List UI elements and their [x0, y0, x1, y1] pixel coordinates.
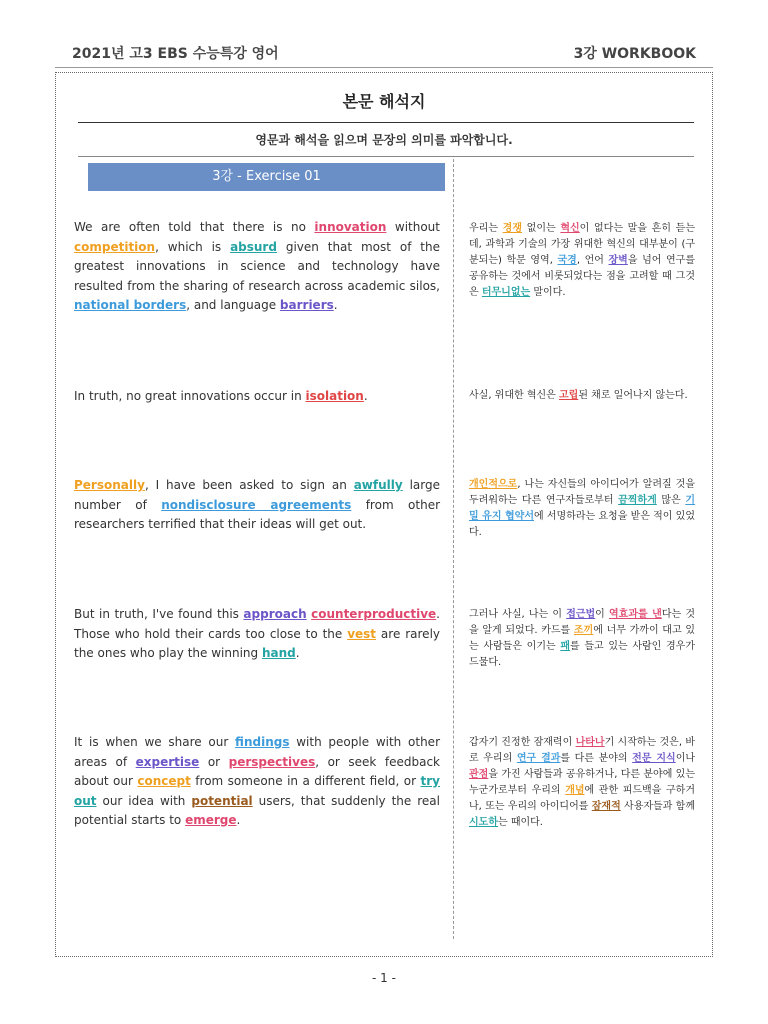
vocab-highlight: emerge — [185, 813, 237, 827]
vocab-highlight: 나타나 — [575, 737, 605, 748]
vocab-highlight: 전문 지식 — [632, 753, 676, 764]
vocab-highlight: 끔찍하게 — [618, 495, 657, 506]
passage-text: , and language — [186, 298, 280, 312]
passage-text: 그러나 사실, 나는 이 — [469, 609, 567, 620]
content-frame — [55, 72, 713, 957]
english-passage — [74, 476, 440, 535]
vocab-highlight: expertise — [135, 754, 200, 769]
vocab-highlight: 터무니없는 — [481, 287, 531, 298]
passage-text: 을 넘어 연구를 공유하는 것에서 비롯되었다는 점을 고려할 때 그것은 — [469, 255, 695, 298]
passage-text: , 언어 — [576, 255, 609, 266]
vocab-highlight: 고립 — [559, 390, 579, 401]
vocab-highlight: 연구 결과 — [516, 753, 561, 764]
passage-text: It is when we share our — [74, 735, 236, 749]
english-passage — [74, 387, 440, 407]
passage-text: our idea with — [96, 793, 192, 808]
vocab-highlight: 패 — [560, 641, 570, 652]
vocab-highlight: approach — [243, 607, 307, 621]
passage-text: 우리는 — [469, 223, 503, 234]
page-title: 본문 해석지 — [342, 92, 426, 111]
english-passage — [74, 218, 440, 316]
passage-text: 를 들고 있는 사람인 경우가 드물다. — [469, 641, 695, 668]
passage-text: from someone in a different field, or — [190, 774, 421, 788]
korean-translation — [469, 477, 695, 541]
korean-translation — [469, 388, 695, 404]
passage-text: 을 가진 사람들과 공유하거나, 다른 분야에 있는 누군가로부터 우리의 — [469, 769, 695, 796]
vocab-highlight: innovation — [314, 220, 387, 234]
passage-text: 사실, 위대한 혁신은 — [469, 390, 559, 401]
vocab-highlight: 관점 — [469, 769, 489, 780]
vocab-highlight: barriers — [279, 298, 334, 312]
vocab-highlight: 개인적으로 — [469, 479, 518, 490]
passage-text: 많은 — [656, 495, 686, 506]
vocab-highlight: try out — [74, 774, 440, 808]
passage-text: We are often told that there is no — [74, 220, 315, 234]
passage-text: 사용자들과 함께 — [620, 801, 696, 812]
passage-text: 된 채로 일어나지 않는다. — [578, 390, 688, 401]
vocab-highlight: 장벽 — [608, 255, 628, 266]
vocab-highlight: potential — [191, 793, 253, 808]
passage-text: 말이다. — [530, 287, 566, 298]
vocab-highlight: 역효과를 낸 — [609, 609, 662, 620]
passage-text: with people with other areas of — [74, 735, 441, 769]
passage-text: 이 — [595, 609, 610, 620]
header-left: 2021년 고3 EBS 수능특강 영어 — [72, 46, 279, 62]
vocab-highlight: absurd — [230, 239, 277, 254]
subtitle-rule — [78, 156, 694, 157]
passage-text: 에 관한 피드백을 구하거나, 또는 우리의 아이디어를 — [469, 785, 695, 812]
vocab-highlight: competition — [74, 239, 156, 254]
passage-text: 없이는 — [522, 223, 561, 234]
passage-text: , 나는 자신들의 아이디어가 알려질 것을 두려워하는 다른 연구자들로부터 — [469, 479, 695, 506]
vocab-highlight: vest — [347, 626, 377, 641]
header-rule — [55, 67, 713, 68]
passage-text: , which is — [155, 239, 231, 254]
vocab-highlight: national borders — [74, 298, 187, 312]
column-divider — [453, 159, 454, 939]
passage-text: 에 너무 가까이 대고 있는 사람들은 이기는 — [469, 625, 695, 652]
passage-text: without — [386, 220, 440, 234]
passage-text: large number of — [74, 478, 440, 512]
passage-text: 에 서명하라는 요청을 받은 적이 있었다. — [469, 511, 695, 538]
exercise-tag: 3강 - Exercise 01 — [88, 163, 445, 191]
passage-text: . — [295, 646, 300, 660]
passage-text: , or seek feedback about our — [74, 754, 441, 788]
passage-text: or — [199, 754, 229, 769]
passage-text: 는 때이다. — [497, 817, 543, 828]
passage-text: 다는 것을 알게 되었다. 카드를 — [469, 609, 695, 636]
vocab-highlight: findings — [235, 735, 290, 749]
passage-text: 기 시작하는 것은, 바로 우리의 — [469, 737, 695, 764]
vocab-highlight: counterproductive — [311, 607, 437, 621]
korean-translation — [469, 735, 695, 831]
vocab-highlight: perspectives — [228, 754, 316, 769]
english-passage — [74, 733, 440, 831]
vocab-highlight: 접근법 — [566, 609, 596, 620]
vocab-highlight: concept — [137, 774, 191, 788]
passage-text: are rarely the ones who play the winning — [74, 626, 441, 660]
korean-translation — [469, 221, 695, 301]
vocab-highlight: 잠재적 — [591, 801, 621, 812]
vocab-highlight: isolation — [305, 389, 364, 403]
page-number: - 1 - — [372, 971, 396, 985]
vocab-highlight: 혁신 — [560, 223, 580, 234]
passage-text: . — [363, 389, 368, 403]
title-rule — [78, 122, 694, 123]
korean-translation — [469, 607, 695, 671]
passage-text: given that most of the greatest innovations in science and technology have resulted from the sharing of research across academic silos, — [74, 239, 440, 293]
passage-text: 이 없다는 말을 흔히 듣는데, 과학과 기술의 가장 위대한 혁신의 대부분이 (구분되는) 학문 영역, — [469, 223, 695, 266]
passage-text: 이나 — [675, 753, 696, 764]
vocab-highlight: 경쟁 — [502, 223, 522, 234]
vocab-highlight: 국경 — [557, 255, 577, 266]
passage-text: In truth, no great innovations occur in — [74, 389, 306, 403]
vocab-highlight: hand — [261, 646, 296, 660]
vocab-highlight: 조끼 — [573, 625, 594, 636]
passage-text: . — [333, 298, 338, 312]
vocab-highlight: awfully — [353, 478, 403, 492]
passage-text: . — [236, 813, 241, 827]
passage-text: users, that suddenly the real potential starts to — [74, 793, 440, 827]
vocab-highlight: Personally — [74, 478, 145, 492]
english-passage — [74, 605, 440, 664]
vocab-highlight: 개념 — [565, 785, 585, 796]
passage-text: . Those who hold their cards too close to the — [74, 607, 440, 641]
passage-text: , I have been asked to sign an — [144, 478, 354, 492]
header-right: 3강 WORKBOOK — [573, 46, 696, 62]
vocab-highlight: 기밀 유지 협약서 — [469, 495, 695, 522]
passage-text: from other researchers terrified that their ideas will get out. — [74, 497, 441, 531]
passage-text: 갑자기 진정한 잠재력이 — [469, 737, 576, 748]
vocab-highlight: nondisclosure agreements — [161, 497, 352, 512]
page-subtitle: 영문과 해석을 읽으며 문장의 의미를 파악합니다. — [255, 133, 513, 147]
passage-text: 를 다른 분야의 — [560, 753, 633, 764]
passage-text: But in truth, I've found this — [74, 607, 244, 621]
vocab-highlight: 시도하 — [469, 817, 498, 828]
